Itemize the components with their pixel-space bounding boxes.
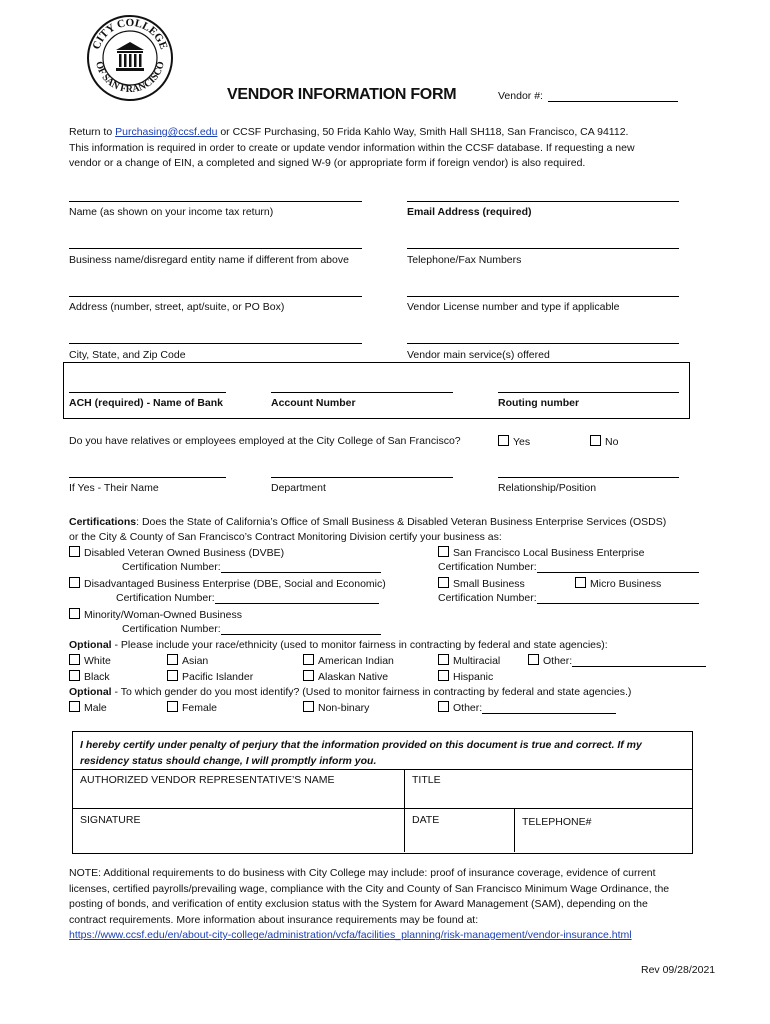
race-multiracial-option[interactable]: Multiracial	[438, 654, 500, 667]
routing-number-label: Routing number	[498, 397, 580, 409]
services-label: Vendor main service(s) offered	[407, 349, 550, 361]
vendor-number-field[interactable]	[548, 101, 678, 102]
race-american-indian-option[interactable]: American Indian	[303, 654, 394, 667]
svg-text:OF SAN FRANCISCO: OF SAN FRANCISCO	[93, 60, 167, 96]
checkbox-icon[interactable]	[303, 670, 314, 681]
certifications-intro: Certifications: Does the State of California’s Office of Small Business & Disabled Veteran Business Enterprise Services (OSDS)	[69, 516, 667, 528]
race-pacific-option[interactable]: Pacific Islander	[167, 670, 253, 683]
relationship-field[interactable]	[498, 477, 679, 478]
name-field[interactable]	[69, 201, 362, 202]
dbe-option[interactable]: Disadvantaged Business Enterprise (DBE, Social and Economic)	[69, 577, 386, 590]
telephone-sig-label[interactable]: TELEPHONE#	[522, 816, 592, 828]
date-label[interactable]: DATE	[412, 814, 440, 826]
services-field[interactable]	[407, 343, 679, 344]
table-divider	[404, 769, 405, 852]
checkbox-icon[interactable]	[303, 701, 314, 712]
table-divider	[514, 808, 515, 852]
telephone-label: Telephone/Fax Numbers	[407, 254, 522, 266]
small-business-option[interactable]: Small Business	[438, 577, 525, 590]
checkbox-icon[interactable]	[438, 670, 449, 681]
email-field[interactable]	[407, 201, 679, 202]
race-other-option[interactable]: Other:	[528, 654, 706, 667]
checkbox-icon[interactable]	[69, 577, 80, 588]
minority-option[interactable]: Minority/Woman-Owned Business	[69, 608, 242, 621]
city-field[interactable]	[69, 343, 362, 344]
bank-name-label: ACH (required) - Name of Bank	[69, 397, 224, 409]
small-business-cert-number[interactable]: Certification Number:	[438, 592, 699, 604]
checkbox-icon[interactable]	[303, 654, 314, 665]
race-white-option[interactable]: White	[69, 654, 111, 667]
gender-intro: Optional - To which gender do you most identify? (Used to monitor fairness in contracting by federal and state agencies.)	[69, 686, 632, 698]
revision-date: Rev 09/28/2021	[641, 964, 716, 976]
gender-other-option[interactable]: Other:	[438, 701, 616, 714]
telephone-field[interactable]	[407, 248, 679, 249]
title-label[interactable]: TITLE	[412, 774, 441, 786]
vendor-number-label: Vendor #:	[498, 90, 543, 102]
routing-number-field[interactable]	[498, 392, 679, 393]
certify-statement-1: I hereby certify under penalty of perjury that the information provided on this document is true and correct. If my	[80, 739, 642, 751]
race-hispanic-option[interactable]: Hispanic	[438, 670, 493, 683]
email-label: Email Address (required)	[407, 206, 532, 218]
dbe-cert-number[interactable]: Certification Number:	[116, 592, 379, 604]
race-alaskan-option[interactable]: Alaskan Native	[303, 670, 388, 683]
insurance-requirements-link[interactable]: https://www.ccsf.edu/en/about-city-college/administration/vcfa/facilities_planning/risk-management/vendor-insurance.html	[69, 929, 632, 941]
minority-cert-number[interactable]: Certification Number:	[122, 623, 381, 635]
relative-name-field[interactable]	[69, 477, 226, 478]
account-number-field[interactable]	[271, 392, 453, 393]
checkbox-icon[interactable]	[438, 654, 449, 665]
form-title: VENDOR INFORMATION FORM	[227, 86, 457, 103]
race-black-option[interactable]: Black	[69, 670, 110, 683]
rep-name-label[interactable]: AUTHORIZED VENDOR REPRESENTATIVE’S NAME	[80, 774, 335, 786]
gender-female-option[interactable]: Female	[167, 701, 217, 714]
svg-text:CITY COLLEGE: CITY COLLEGE	[90, 16, 170, 52]
race-asian-option[interactable]: Asian	[167, 654, 208, 667]
relative-name-label: If Yes - Their Name	[69, 482, 159, 494]
gender-nonbinary-option[interactable]: Non-binary	[303, 701, 369, 714]
note-text: NOTE: Additional requirements to do business with City College may include: proof of insurance coverage, evidence of current licenses, certified payrolls/prevailing wage, compliance with the City and County of San Francisco Minimum Wage Ordinance, the posting of bonds, and verification of entity exclusion status with the System for Award Management (SAM), depending on the contract requirements. More information about insurance requirements may be found at: https://www.ccsf.edu/en/about-city-college/administration/vcfa/facilities_planning/risk-management/vendor-insurance.html	[69, 867, 670, 941]
dvbe-option[interactable]: Disabled Veteran Owned Business (DVBE)	[69, 546, 284, 559]
race-intro: Optional - Please include your race/ethnicity (used to monitor fairness in contracting by federal and state agencies):	[69, 639, 608, 651]
relatives-yes-option[interactable]: Yes	[498, 435, 530, 448]
checkbox-icon[interactable]	[69, 670, 80, 681]
address-label: Address (number, street, apt/suite, or PO Box)	[69, 301, 285, 313]
certify-statement-2: residency status should change, I will promptly inform you.	[80, 755, 377, 767]
name-label: Name (as shown on your income tax return)	[69, 206, 274, 218]
sf-local-option[interactable]: San Francisco Local Business Enterprise	[438, 546, 644, 559]
relatives-question: Do you have relatives or employees employed at the City College of San Francisco?	[69, 435, 461, 447]
department-field[interactable]	[271, 477, 453, 478]
business-name-field[interactable]	[69, 248, 362, 249]
sf-local-cert-number[interactable]: Certification Number:	[438, 561, 699, 573]
department-label: Department	[271, 482, 326, 494]
gender-male-option[interactable]: Male	[69, 701, 107, 714]
license-field[interactable]	[407, 296, 679, 297]
checkbox-icon[interactable]	[167, 670, 178, 681]
checkbox-icon[interactable]	[528, 654, 539, 665]
checkbox-icon[interactable]	[575, 577, 586, 588]
checkbox-icon[interactable]	[69, 546, 80, 557]
table-divider	[72, 808, 693, 809]
checkbox-icon[interactable]	[590, 435, 601, 446]
relatives-no-option[interactable]: No	[590, 435, 618, 448]
checkbox-icon[interactable]	[438, 577, 449, 588]
micro-business-option[interactable]: Micro Business	[575, 577, 661, 590]
ach-section	[63, 362, 690, 419]
business-name-label: Business name/disregard entity name if different from above	[69, 254, 349, 266]
dvbe-cert-number[interactable]: Certification Number:	[122, 561, 381, 573]
checkbox-icon[interactable]	[167, 701, 178, 712]
checkbox-icon[interactable]	[69, 654, 80, 665]
account-number-label: Account Number	[271, 397, 356, 409]
checkbox-icon[interactable]	[69, 701, 80, 712]
bank-name-field[interactable]	[69, 392, 226, 393]
address-field[interactable]	[69, 296, 362, 297]
checkbox-icon[interactable]	[438, 701, 449, 712]
table-divider	[72, 769, 693, 770]
intro-text: Return to Purchasing@ccsf.edu or CCSF Purchasing, 50 Frida Kahlo Way, Smith Hall SH118, San Francisco, CA 94112. This information is required in order to create or update vendor information within the CCSF database. If requesting a new vendor or a change of EIN, a completed and signed W-9 (or appropriate form if foreign vendor) is also required.	[69, 126, 635, 169]
certifications-intro-2: or the City & County of San Francisco’s Contract Monitoring Division certify your business as:	[69, 531, 502, 543]
checkbox-icon[interactable]	[438, 546, 449, 557]
city-label: City, State, and Zip Code	[69, 349, 186, 361]
relationship-label: Relationship/Position	[498, 482, 597, 494]
college-seal-logo	[86, 14, 174, 102]
checkbox-icon[interactable]	[69, 608, 80, 619]
checkbox-icon[interactable]	[498, 435, 509, 446]
license-label: Vendor License number and type if applicable	[407, 301, 620, 313]
purchasing-email-link[interactable]: Purchasing@ccsf.edu	[115, 126, 218, 138]
checkbox-icon[interactable]	[167, 654, 178, 665]
signature-label[interactable]: SIGNATURE	[80, 814, 141, 826]
